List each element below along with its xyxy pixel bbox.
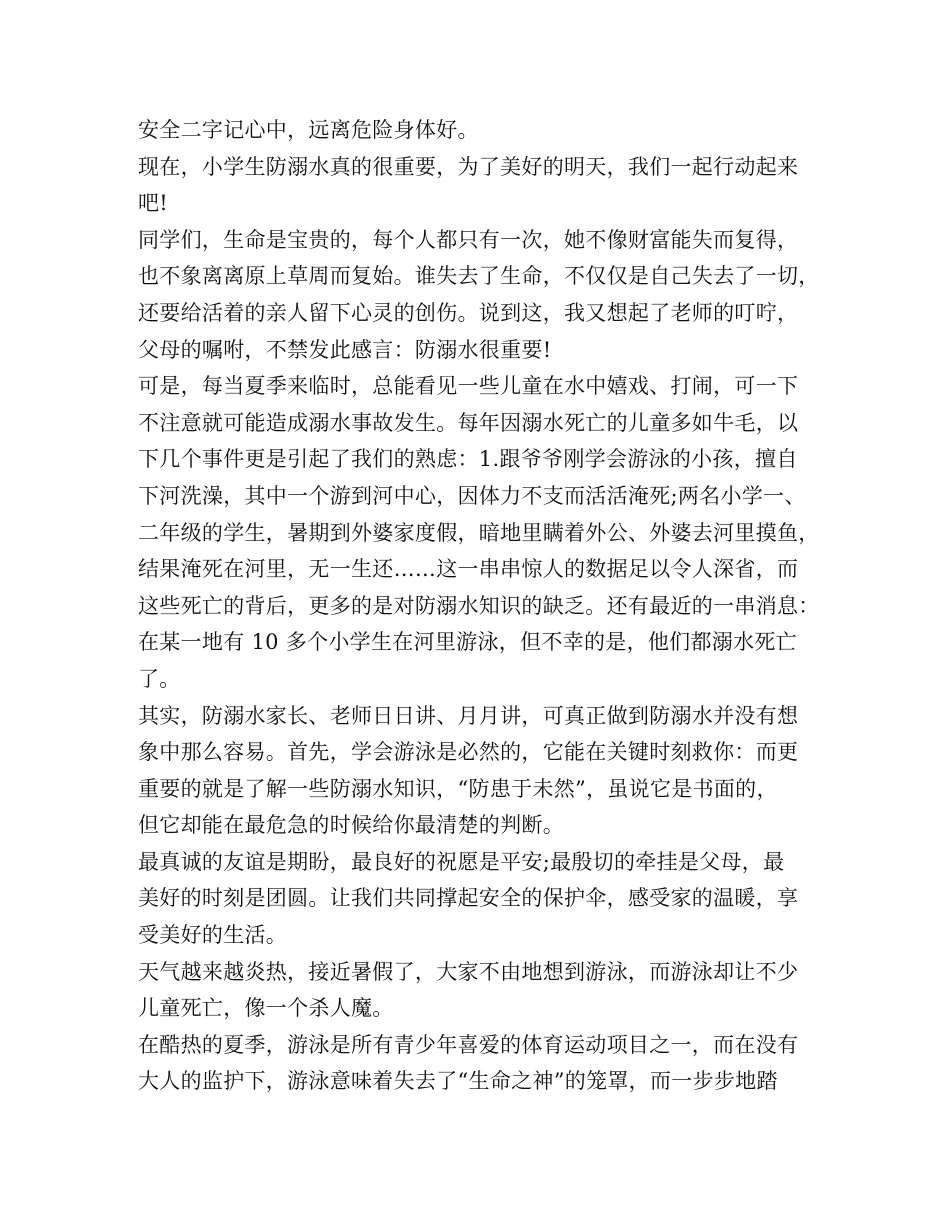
text-line: 父母的嘱咐，不禁发此感言：防溺水很重要!: [138, 337, 552, 362]
text-line: 现在，小学生防溺水真的很重要，为了美好的明天，我们一起行动起来: [138, 154, 799, 179]
text-line: 下河洗澡，其中一个游到河中心，因体力不支而活活淹死;两名小学一、: [138, 483, 806, 508]
text-line: 天气越来越炎热，接近暑假了，大家不由地想到游泳，而游泳却让不少: [138, 959, 799, 984]
text-line: 结果淹死在河里，无一生还……这一串串惊人的数据足以令人深省，而: [138, 557, 799, 582]
text-line: 重要的就是了解一些防溺水知识，“防患于未然”，虽说它是书面的，: [138, 776, 778, 801]
text-line: 其实，防溺水家长、老师日日讲、月月讲，可真正做到防溺水并没有想: [138, 703, 799, 728]
text-line: 还要给活着的亲人留下心灵的创伤。说到这，我又想起了老师的叮咛，: [138, 300, 799, 325]
text-line: 不注意就可能造成溺水事故发生。每年因溺水死亡的儿童多如牛毛，以: [138, 410, 799, 435]
text-line: 大人的监护下，游泳意味着失去了“生命之神”的笼罩，而一步步地踏: [138, 1069, 778, 1094]
text-line: 最真诚的友谊是期盼，最良好的祝愿是平安;最殷切的牵挂是父母，最: [138, 849, 785, 874]
text-line: 可是，每当夏季来临时，总能看见一些儿童在水中嬉戏、打闹，可一下: [138, 374, 799, 399]
text-line: 在酷热的夏季，游泳是所有青少年喜爱的体育运动项目之一，而在没有: [138, 1032, 799, 1057]
text-line: 儿童死亡，像一个杀人魔。: [138, 996, 394, 1021]
text-line: 了。: [138, 666, 181, 691]
text-line: 吧!: [138, 191, 169, 216]
document-body: [138, 112, 828, 1100]
text-line: 同学们，生命是宝贵的，每个人都只有一次，她不像财富能失而复得，: [138, 227, 799, 252]
text-line: 也不象离离原上草周而复始。谁失去了生命，不仅仅是自己失去了一切，: [138, 264, 820, 289]
text-line: 二年级的学生，暑期到外婆家度假，暗地里瞒着外公、外婆去河里摸鱼，: [138, 520, 820, 545]
text-line: 这些死亡的背后，更多的是对防溺水知识的缺乏。还有最近的一串消息：: [138, 593, 820, 618]
text-line: 安全二字记心中，远离危险身体好。: [138, 118, 479, 142]
text-line: 在某一地有 10 多个小学生在河里游泳，但不幸的是，他们都溺水死亡: [138, 630, 797, 655]
text-line: 受美好的生活。: [138, 923, 288, 948]
text-line: 下几个事件更是引起了我们的熟虑：1.跟爷爷刚学会游泳的小孩，擅自: [138, 447, 798, 472]
text-line: 美好的时刻是团圆。让我们共同撑起安全的保护伞，感受家的温暖，享: [138, 886, 799, 911]
text-line: 但它却能在最危急的时候给你最清楚的判断。: [138, 813, 564, 838]
text-line: 象中那么容易。首先，学会游泳是必然的，它能在关键时刻救你：而更: [138, 740, 799, 765]
